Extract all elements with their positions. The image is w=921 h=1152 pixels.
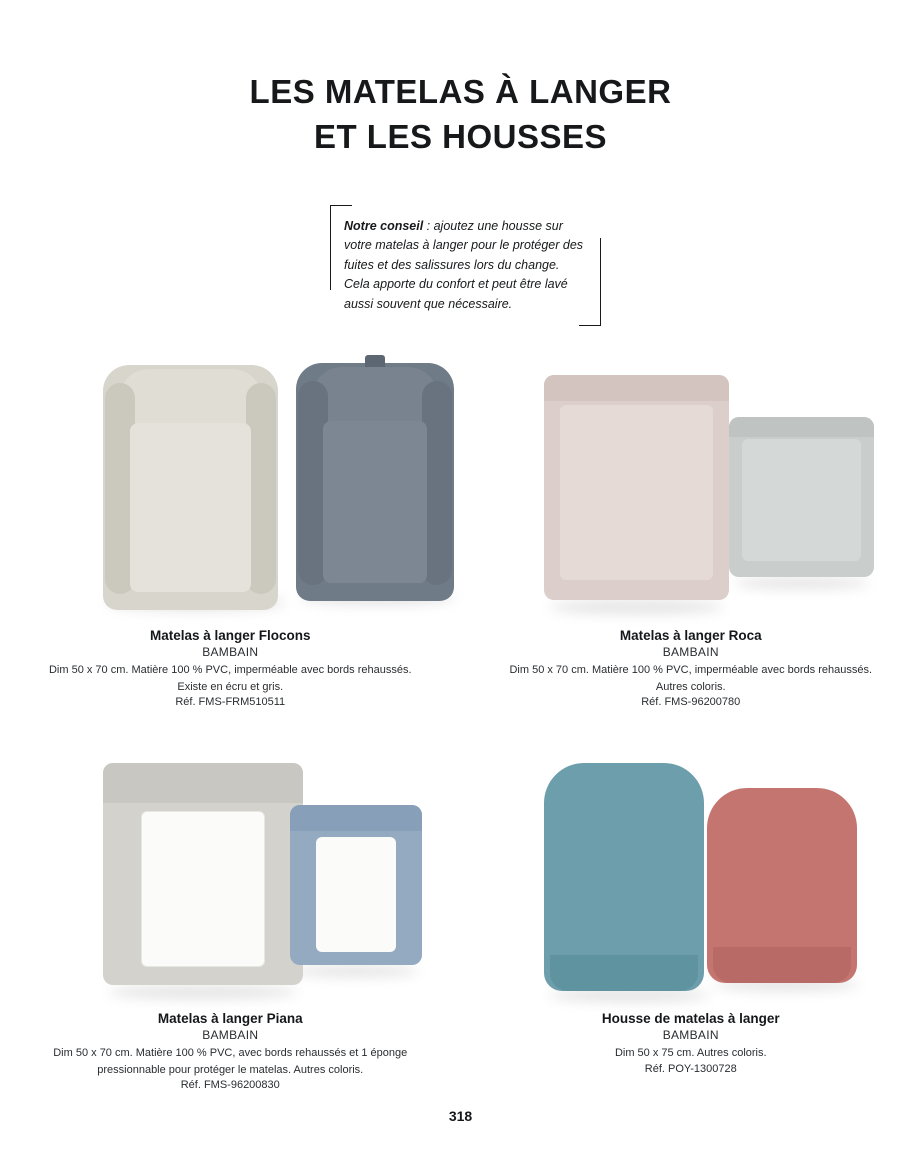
product-image-housse-bleu	[544, 763, 704, 991]
product-images-housse	[489, 753, 894, 1003]
mattress-raised-edge	[103, 763, 303, 803]
product-card-piana[interactable]	[0, 753, 461, 1091]
product-reference: Réf. POY-1300728	[644, 1062, 737, 1075]
product-reference: Réf. FMS-96200780	[641, 696, 741, 708]
product-image-flocons-gris	[296, 363, 454, 601]
mattress-raised-edge	[544, 375, 729, 401]
product-description: Dim 50 x 75 cm. Autres coloris.	[614, 1047, 767, 1059]
product-shadow	[734, 577, 869, 589]
advice-box	[330, 205, 595, 326]
product-grid	[0, 355, 921, 1091]
product-reference: Réf. FMS-FRM510511	[175, 696, 286, 708]
product-image-roca-gris	[729, 417, 874, 577]
advice-bracket-right	[600, 238, 601, 326]
page-title-line-1: LES MATELAS À LANGER	[249, 73, 672, 110]
advice-text: : ajoutez une housse sur votre matelas à langer pour le protéger des fuites et des salissures lors du change. Cela apporte du confort et peut être lavé aussi souvent que nécessaire.	[344, 219, 584, 311]
mattress-raised-edge	[729, 417, 874, 437]
mattress-sponge-pad	[316, 837, 396, 952]
advice-label: Notre conseil	[344, 219, 424, 233]
product-brand: BAMBAIN	[662, 645, 719, 659]
product-image-roca-rose	[544, 375, 729, 600]
product-images-piana	[28, 753, 433, 1003]
product-shadow	[108, 985, 298, 999]
product-image-housse-terracotta	[707, 788, 857, 983]
mattress-head	[119, 369, 262, 431]
product-shadow	[549, 600, 724, 614]
advice-callout	[330, 205, 595, 326]
product-caption	[28, 628, 433, 708]
product-name: Matelas à langer Flocons	[149, 628, 311, 643]
mattress-sponge-pad	[141, 811, 265, 967]
product-brand: BAMBAIN	[202, 1028, 259, 1042]
mattress-inner-panel	[130, 423, 251, 592]
cover-elastic-skirt	[550, 955, 698, 991]
product-caption	[28, 1011, 433, 1091]
cover-elastic-skirt	[713, 947, 851, 983]
product-image-piana-bleu	[290, 805, 422, 965]
product-name: Matelas à langer Piana	[157, 1011, 303, 1026]
product-card-housse[interactable]	[461, 753, 921, 1091]
product-name: Matelas à langer Roca	[619, 628, 762, 643]
product-description: Dim 50 x 70 cm. Matière 100 % PVC, imperméable avec bords rehaussés. Autres coloris.	[509, 664, 873, 693]
mattress-raised-edge	[290, 805, 422, 831]
product-reference: Réf. FMS-96200830	[180, 1079, 280, 1091]
product-image-flocons-ecru	[103, 365, 278, 610]
product-shadow	[293, 965, 418, 977]
mattress-inner-panel	[323, 421, 427, 583]
mattress-inner-panel	[742, 439, 861, 561]
mattress-inner-panel	[560, 405, 713, 580]
product-description: Dim 50 x 70 cm. Matière 100 % PVC, avec bords rehaussés et 1 éponge pressionnable pour protéger le matelas. Autres coloris.	[53, 1047, 408, 1076]
product-brand: BAMBAIN	[202, 645, 259, 659]
product-images-flocons	[28, 355, 433, 620]
product-card-flocons[interactable]	[0, 355, 461, 708]
product-card-roca[interactable]	[461, 355, 921, 708]
mattress-head	[312, 367, 438, 429]
product-caption	[489, 628, 894, 708]
page-title-line-2: ET LES HOUSSES	[313, 117, 608, 155]
product-images-roca	[489, 355, 894, 620]
page-number: 318	[448, 1108, 473, 1124]
page-title	[0, 0, 921, 159]
product-image-piana-gris	[103, 763, 303, 985]
product-brand: BAMBAIN	[662, 1028, 719, 1042]
product-row	[0, 753, 921, 1091]
product-caption	[489, 1011, 894, 1075]
product-row	[0, 355, 921, 708]
product-description: Dim 50 x 70 cm. Matière 100 % PVC, imperméable avec bords rehaussés. Existe en écru et gris.	[48, 664, 412, 693]
product-name: Housse de matelas à langer	[601, 1011, 780, 1026]
